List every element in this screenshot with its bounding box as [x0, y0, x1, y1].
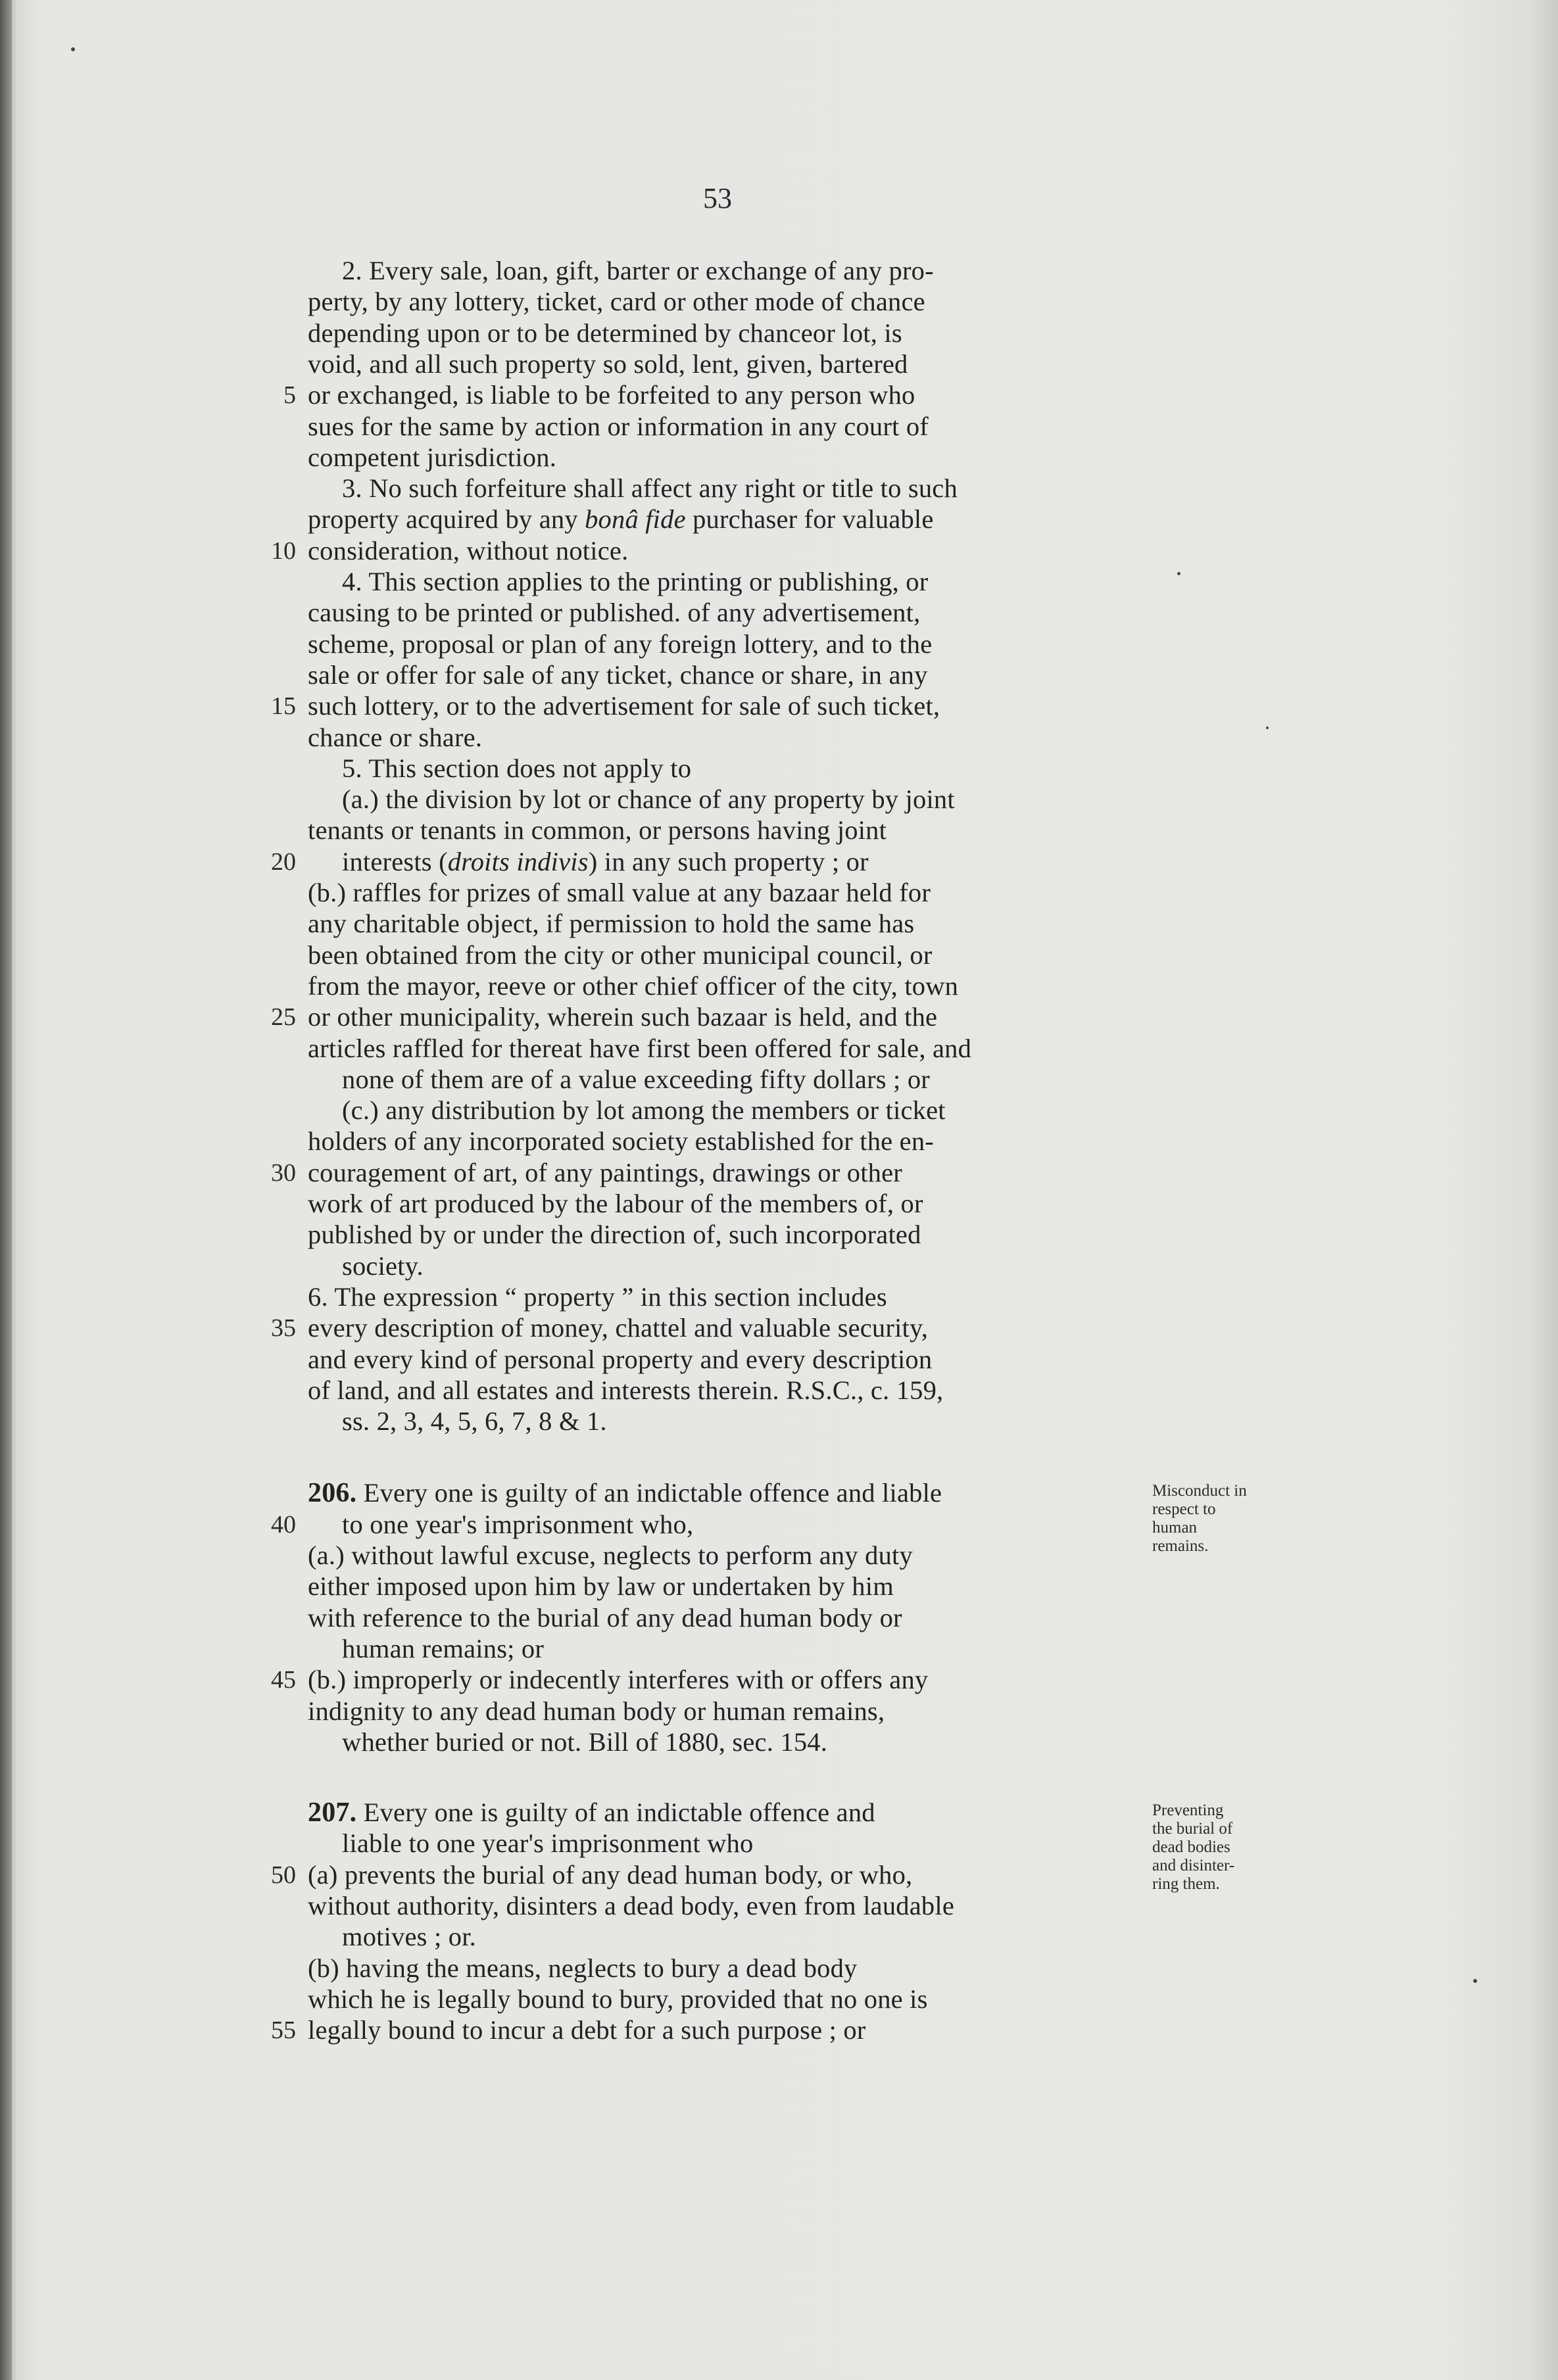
- sidenote-line: the burial of: [1152, 1820, 1233, 1838]
- scan-speck: [1177, 572, 1181, 575]
- line-text: or exchanged, is liable to be forfeited to any person who: [308, 380, 915, 410]
- text-line: [308, 1312, 928, 1343]
- text-line: [308, 1664, 928, 1695]
- line-text: (b.) raffles for prizes of small value at any bazaar held for: [308, 878, 931, 907]
- section-number: 207.: [308, 1797, 357, 1828]
- line-text: or other municipality, wherein such bazaar is held, and the: [308, 1002, 938, 1032]
- sidenote-line: human: [1152, 1519, 1198, 1537]
- line-text: without authority, disinters a dead body, even from laudable: [308, 1891, 954, 1920]
- text-line: [342, 1921, 476, 1952]
- text-line: [308, 318, 902, 348]
- text-line: [308, 908, 914, 939]
- text-line: [308, 815, 887, 845]
- italic-term: bonâ fide: [585, 504, 686, 535]
- text-line: [308, 504, 934, 535]
- text-line: [308, 1890, 954, 1921]
- sidenote-line: Misconduct in: [1152, 1482, 1247, 1500]
- text-line: [342, 473, 958, 504]
- line-number: 20: [271, 847, 296, 876]
- text-line: [308, 659, 928, 690]
- text-line: [308, 1219, 921, 1250]
- line-text: (a) prevents the burial of any dead human body, or who,: [308, 1859, 913, 1890]
- line-text: work of art produced by the labour of the members of, or: [308, 1189, 923, 1218]
- line-text: (b.) improperly or indecently interferes with or offers any: [308, 1665, 929, 1695]
- line-text: (b) having the means, neglects to bury a dead body: [308, 1953, 858, 1983]
- text-line: [342, 566, 928, 597]
- line-number: 15: [271, 692, 296, 721]
- text-line: [308, 442, 556, 473]
- line-text: human remains; or: [342, 1633, 545, 1663]
- text-line: [308, 535, 628, 566]
- sidenote-line: dead bodies: [1152, 1838, 1230, 1857]
- line-text: causing to be printed or published. of any advertisement,: [308, 598, 921, 628]
- line-number: 30: [271, 1158, 296, 1187]
- line-text: such lottery, or to the advertisement for sale of such ticket,: [308, 691, 940, 721]
- text-line: [342, 784, 955, 815]
- sidenote-line: and disinter-: [1152, 1857, 1235, 1875]
- text-line: [308, 722, 482, 753]
- line-text: every description of money, chattel and valuable security,: [308, 1313, 929, 1343]
- line-number: 50: [271, 1861, 296, 1889]
- line-text: sale or offer for sale of any ticket, chance or share, in any: [308, 659, 928, 690]
- text-line: [308, 2014, 866, 2045]
- line-text: (a.) without lawful excuse, neglects to perform any duty: [308, 1540, 913, 1570]
- text-line: [308, 1984, 928, 2014]
- text-line: [342, 1633, 544, 1664]
- text-line: [308, 286, 925, 317]
- section-number: 206.: [308, 1478, 357, 1509]
- line-text: liable to one year's imprisonment who: [342, 1828, 754, 1859]
- line-text: ss. 2, 3, 4, 5, 6, 7, 8 & 1.: [342, 1406, 607, 1437]
- text-line: [342, 846, 869, 877]
- text-line: [308, 1188, 923, 1219]
- line-text: Every one is guilty of an indictable offence and liable: [356, 1478, 942, 1508]
- text-line: [308, 940, 933, 970]
- line-text: motives ; or.: [342, 1922, 476, 1952]
- line-text: purchaser for valuable: [685, 504, 934, 535]
- line-text: depending upon or to be determined by chanceor lot, is: [308, 318, 902, 348]
- text-line: [308, 1859, 912, 1890]
- text-line: [308, 1126, 934, 1156]
- line-text: interests (: [342, 846, 448, 876]
- text-line: [342, 255, 934, 286]
- text-line: [308, 1696, 885, 1726]
- text-line: [308, 1540, 913, 1571]
- line-text: sues for the same by action or information in any court of: [308, 411, 929, 441]
- text-line: [308, 629, 932, 659]
- line-number: 55: [271, 2016, 296, 2045]
- line-text: void, and all such property so sold, lent, given, bartered: [308, 348, 908, 379]
- line-text: either imposed upon him by law or undertaken by him: [308, 1571, 894, 1602]
- line-number: 45: [271, 1666, 296, 1694]
- text-line: [308, 1281, 887, 1312]
- text-line: [308, 1033, 971, 1064]
- text-line: [308, 970, 958, 1001]
- sidenote-line: Preventing: [1152, 1801, 1224, 1820]
- sidenote-line: remains.: [1152, 1537, 1209, 1556]
- text-line: [308, 411, 929, 442]
- text-line: [308, 1157, 902, 1188]
- line-text: scheme, proposal or plan of any foreign lottery, and to the: [308, 629, 933, 659]
- line-text: which he is legally bound to bury, provided that no one is: [308, 1984, 928, 2014]
- line-text: from the mayor, reeve or other chief officer of the city, town: [308, 970, 959, 1001]
- italic-term: droits indivis: [447, 846, 589, 876]
- line-text: 3. No such forfeiture shall affect any right or title to such: [342, 473, 958, 504]
- scan-speck: [71, 47, 75, 51]
- line-text: consideration, without notice.: [308, 535, 629, 565]
- text-line: [308, 1375, 943, 1406]
- line-text: indignity to any dead human body or human remains,: [308, 1696, 885, 1726]
- text-line: [308, 1344, 932, 1375]
- line-number: 25: [271, 1003, 296, 1032]
- text-line: [308, 597, 920, 628]
- line-text: ) in any such property ; or: [588, 846, 869, 876]
- text-line: [308, 1953, 858, 1984]
- line-text: been obtained from the city or other municipal council, or: [308, 940, 933, 970]
- page-number: 53: [703, 182, 732, 214]
- text-line: [342, 1509, 693, 1540]
- text-line: [308, 1797, 875, 1828]
- line-text: 4. This section applies to the printing or publishing, or: [342, 567, 929, 596]
- line-text: property acquired by any: [308, 504, 585, 535]
- text-line: [342, 753, 691, 784]
- line-text: published by or under the direction of, such incorporated: [308, 1220, 921, 1250]
- line-text: chance or share.: [308, 722, 483, 752]
- text-line: [342, 1726, 827, 1757]
- sidenote-line: ring them.: [1152, 1875, 1220, 1893]
- line-text: 6. The expression “ property ” in this section includes: [308, 1281, 887, 1312]
- line-text: tenants or tenants in common, or persons having joint: [308, 815, 887, 845]
- line-text: with reference to the burial of any dead human body or: [308, 1602, 902, 1632]
- scan-speck: [1266, 726, 1269, 729]
- line-number: 5: [283, 381, 296, 410]
- text-line: [342, 1828, 753, 1859]
- text-line: [308, 379, 915, 410]
- scan-speck: [1473, 1979, 1477, 1983]
- line-text: any charitable object, if permission to hold the same has: [308, 909, 915, 939]
- line-text: 2. Every sale, loan, gift, barter or exchange of any pro-: [342, 256, 934, 285]
- text-line: [308, 1001, 937, 1032]
- line-text: legally bound to incur a debt for a such purpose ; or: [308, 2015, 866, 2045]
- line-number: 10: [271, 536, 296, 565]
- line-text: couragement of art, of any paintings, drawings or other: [308, 1157, 902, 1187]
- line-text: none of them are of a value exceeding fifty dollars ; or: [342, 1064, 930, 1094]
- line-text: (a.) the division by lot or chance of any property by joint: [342, 784, 955, 815]
- text-line: [342, 1250, 424, 1281]
- line-text: articles raffled for thereat have first been offered for sale, and: [308, 1033, 972, 1063]
- text-line: [342, 1064, 930, 1095]
- text-line: [308, 690, 940, 721]
- text-line: [308, 1571, 894, 1602]
- sidenote-line: respect to: [1152, 1500, 1216, 1519]
- line-text: (c.) any distribution by lot among the members or ticket: [342, 1095, 946, 1126]
- line-text: of land, and all estates and interests therein. R.S.C., c. 159,: [308, 1375, 944, 1405]
- text-line: [308, 1602, 902, 1633]
- line-text: competent jurisdiction.: [308, 442, 557, 472]
- line-text: to one year's imprisonment who,: [342, 1509, 694, 1539]
- line-number: 40: [271, 1510, 296, 1538]
- text-line: [342, 1095, 946, 1126]
- text-line: [308, 348, 908, 379]
- book-spine-shadow: [0, 0, 12, 2380]
- text-line: [308, 877, 931, 908]
- line-text: perty, by any lottery, ticket, card or other mode of chance: [308, 287, 925, 317]
- text-line: [342, 1406, 607, 1437]
- line-text: holders of any incorporated society established for the en-: [308, 1126, 934, 1156]
- line-number: 35: [271, 1314, 296, 1343]
- line-text: society.: [342, 1250, 424, 1281]
- line-text: whether buried or not. Bill of 1880, sec. 154.: [342, 1726, 828, 1757]
- line-text: 5. This section does not apply to: [342, 753, 692, 783]
- line-text: Every one is guilty of an indictable offence and: [356, 1797, 875, 1828]
- text-line: [308, 1477, 942, 1509]
- line-text: and every kind of personal property and every description: [308, 1344, 933, 1374]
